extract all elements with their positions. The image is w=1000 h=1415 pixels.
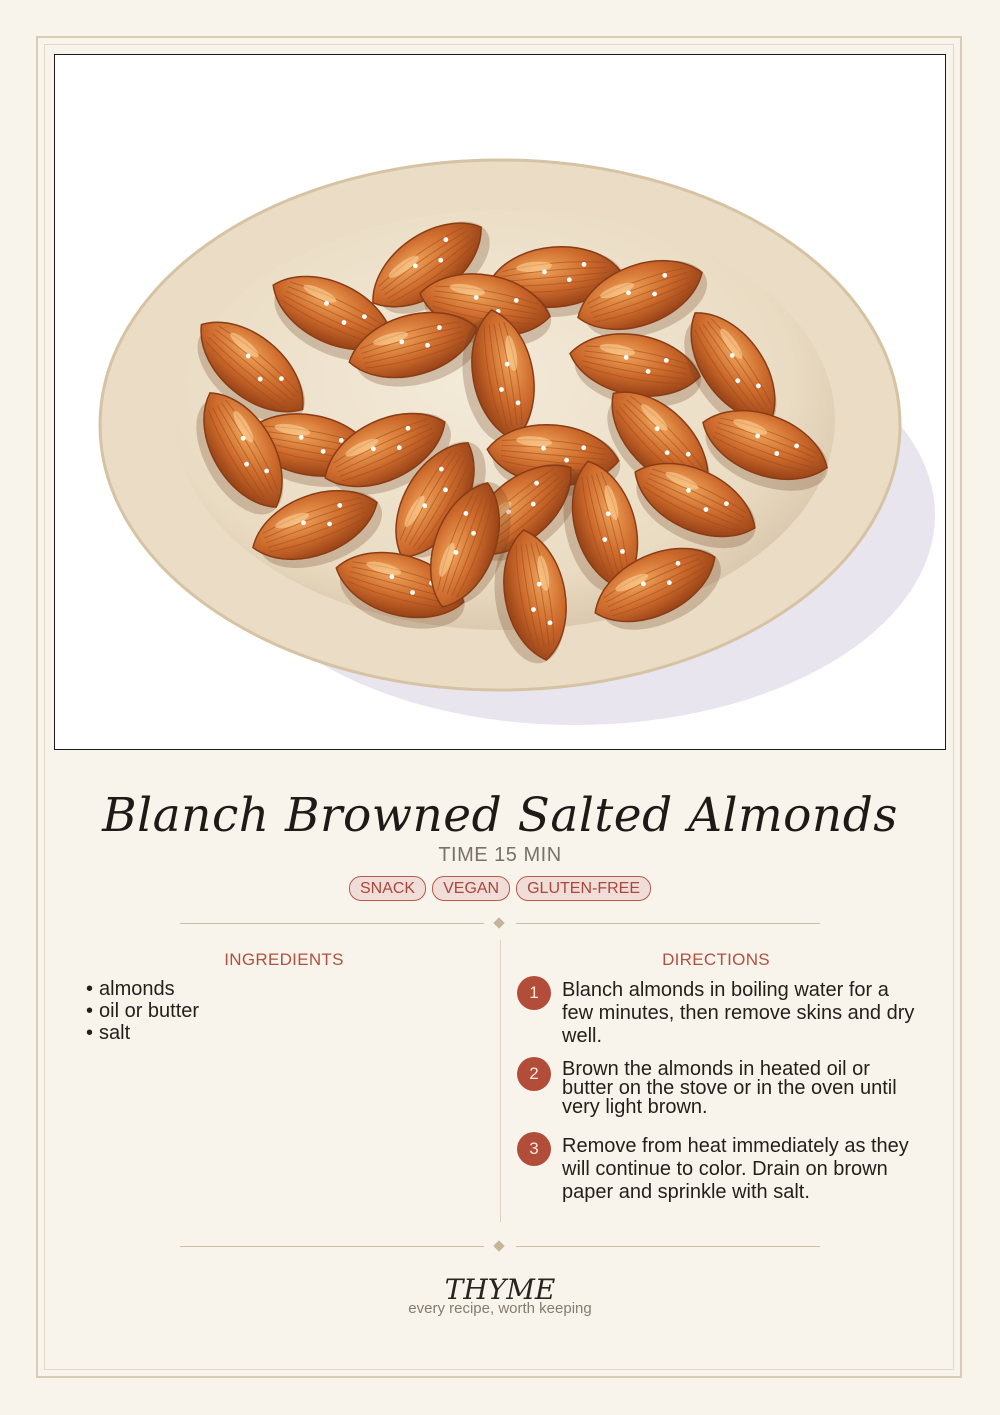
hero-illustration (54, 54, 946, 750)
step-number-badge: 3 (517, 1132, 551, 1166)
step-number-badge: 1 (517, 976, 551, 1010)
step-text: Brown the almonds in heated oil or butter on the stove or in the oven until very light brown. (562, 1058, 897, 1118)
tag-vegan: VEGAN (432, 876, 510, 901)
step-number-badge: 2 (517, 1057, 551, 1091)
recipe-time: TIME 15 MIN (438, 844, 562, 866)
tag-snack: SNACK (349, 876, 426, 901)
ingredients-list (86, 978, 199, 1044)
directions-heading: DIRECTIONS (662, 950, 770, 969)
tag-list (0, 876, 1000, 901)
diamond-ornament (493, 1240, 504, 1251)
step-text: Blanch almonds in boiling water for a few minutes, then remove skins and dry well. (562, 979, 915, 1047)
diamond-ornament (493, 917, 504, 928)
tag-gluten-free: GLUTEN-FREE (516, 876, 651, 901)
ingredient-item: • oil or butter (86, 1000, 199, 1022)
ingredient-item: • almonds (86, 978, 199, 1000)
step-text: Remove from heat immediately as they will continue to color. Drain on brown paper and sprinkle with salt. (562, 1135, 909, 1203)
brand-logo: THYME (444, 1273, 556, 1306)
ingredients-heading: INGREDIENTS (224, 950, 344, 969)
recipe-title: Blanch Browned Salted Almonds (102, 788, 898, 843)
divider-top (180, 918, 820, 930)
almond-plate-image (55, 55, 946, 750)
brand-tagline: every recipe, worth keeping (408, 1300, 592, 1317)
column-separator (500, 940, 501, 1222)
divider-bottom (180, 1241, 820, 1253)
ingredient-item: • salt (86, 1022, 199, 1044)
